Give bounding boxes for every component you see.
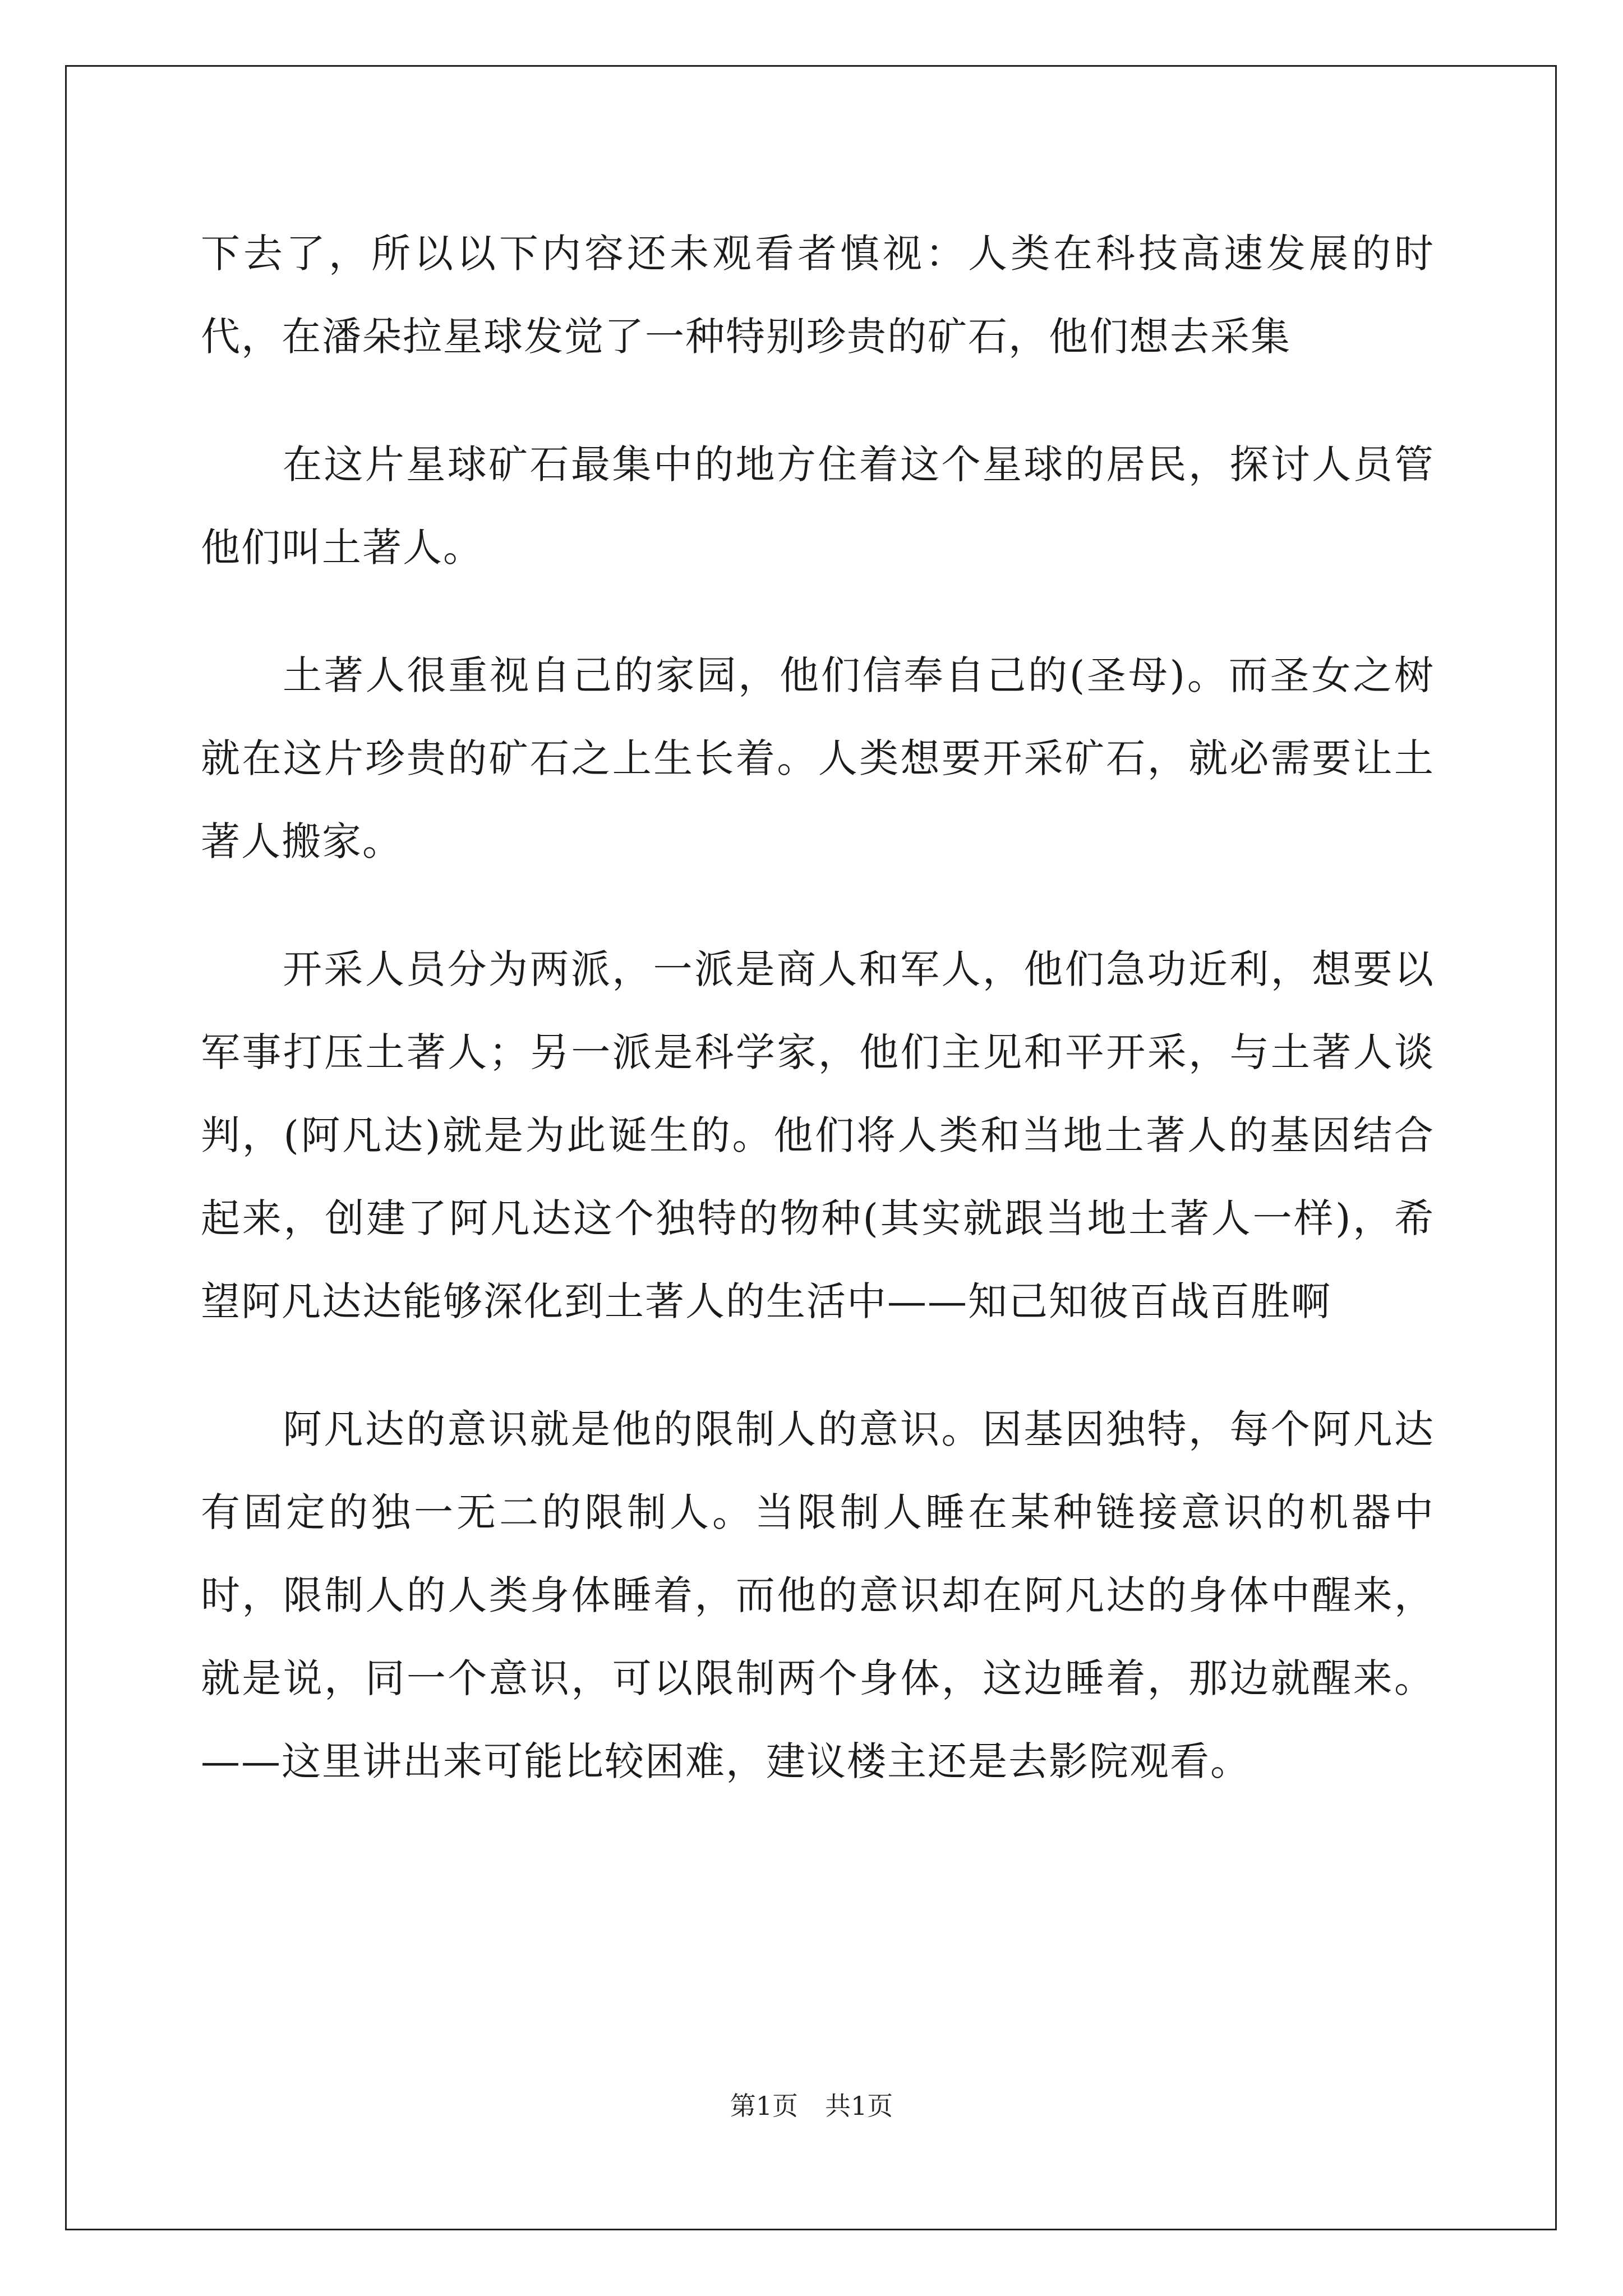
paragraph: 开采人员分为两派，一派是商人和军人，他们急功近利，想要以军事打压土著人；另一派是科学家，他们主见和平开采，与土著人谈判，(阿凡达)就是为此诞生的。他们将人类和当地土著人的基因结合起来，创建了阿凡达这个独特的物种(其实就跟当地土著人一样)，希望阿凡达达能够深化到土著人的生活中——知己知彼百战百胜啊 <box>201 946 1435 1324</box>
page-footer <box>0 2086 1623 2123</box>
paragraph-continued: 下去了，所以以下内容还未观看者慎视：人类在科技高速发展的时代，在潘朵拉星球发觉了一种特别珍贵的矿石，他们想去采集 <box>201 231 1435 360</box>
page-total: 共1页 <box>825 2091 893 2121</box>
page-number: 第1页 <box>730 2091 798 2121</box>
paragraph: 土著人很重视自己的家园，他们信奉自己的(圣母)。而圣女之树就在这片珍贵的矿石之上生长着。人类想要开采矿石，就必需要让土著人搬家。 <box>201 652 1435 864</box>
paragraph: 在这片星球矿石最集中的地方住着这个星球的居民，探讨人员管他们叫土著人。 <box>201 441 1435 570</box>
paragraph: 阿凡达的意识就是他的限制人的意识。因基因独特，每个阿凡达有固定的独一无二的限制人。当限制人睡在某种链接意识的机器中时，限制人的人类身体睡着，而他的意识却在阿凡达的身体中醒来，就是说，同一个意识，可以限制两个身体，这边睡着，那边就醒来。——这里讲出来可能比较困难，建议楼主还是去影院观看。 <box>201 1406 1435 1784</box>
document-body <box>201 212 1435 1848</box>
